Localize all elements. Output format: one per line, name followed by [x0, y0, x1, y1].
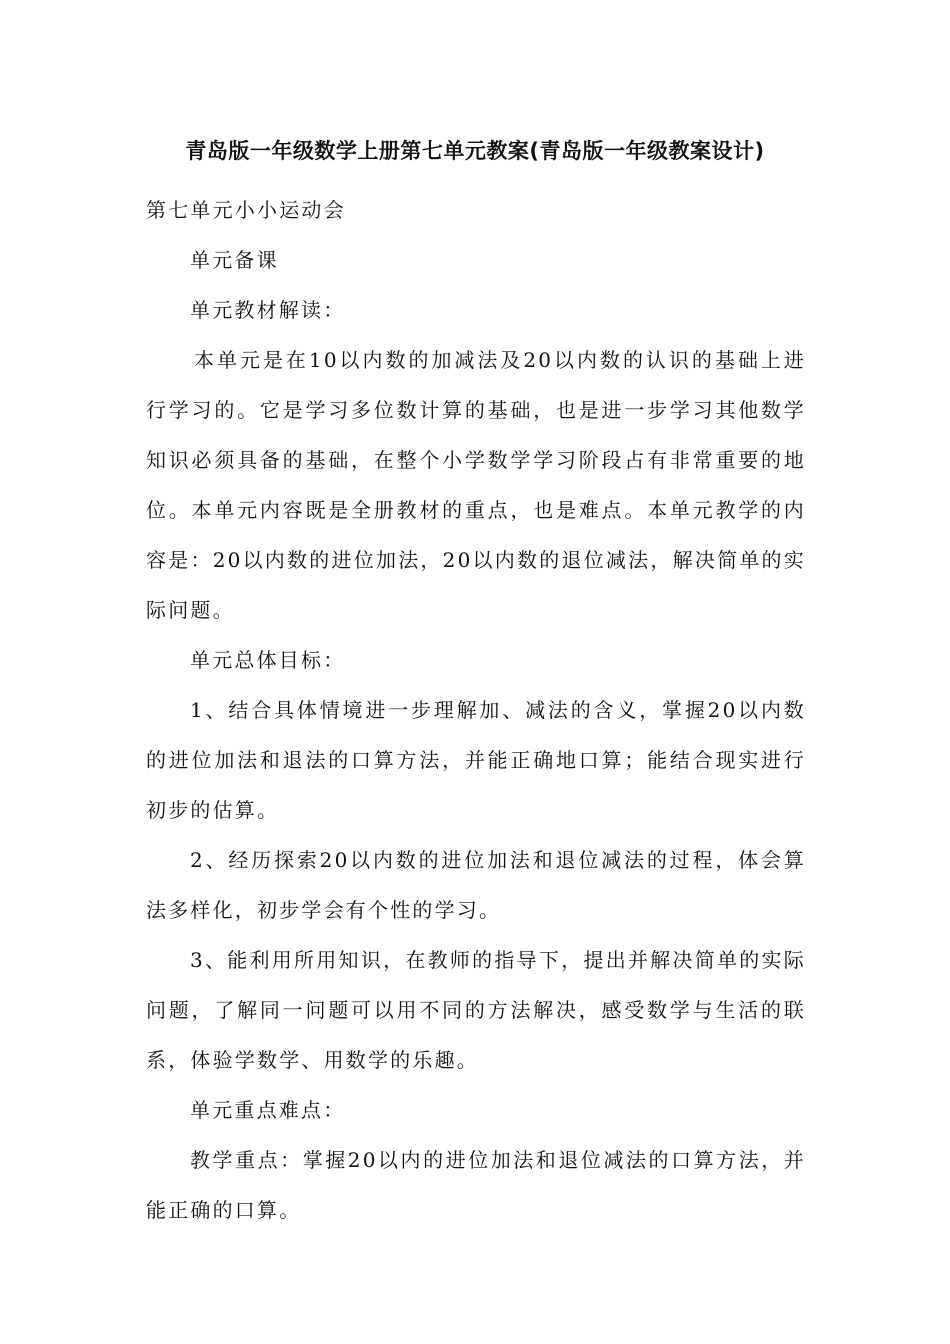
- section-heading-overall-goals: 单元总体目标：: [190, 648, 346, 672]
- section-heading-material-reading: 单元教材解读：: [190, 298, 346, 322]
- paragraph-teaching-focus: 教学重点：掌握20以内的进位加法和退位减法的口算方法，并能正确的口算。: [146, 1148, 806, 1222]
- paragraph-material-reading: 本单元是在10以内数的加减法及20以内数的认识的基础上进行学习的。它是学习多位数计算的基础，也是进一步学习其他数学知识必须具备的基础，在整个小学数学学习阶段占有非常重要的地位。本单元内容既是全册教材的重点，也是难点。本单元教学的内容是：20以内数的进位加法，20以内数的退位减法，解决简单的实际问题。: [146, 348, 806, 622]
- section-heading-unit-prep: 单元备课: [190, 248, 279, 272]
- goal-item-3: 3、能利用所用知识，在教师的指导下，提出并解决简单的实际问题，了解同一问题可以用不同的方法解决，感受数学与生活的联系，体验学数学、用数学的乐趣。: [146, 948, 806, 1072]
- unit-heading: 第七单元小小运动会: [146, 198, 346, 222]
- document-body: [146, 185, 806, 1235]
- section-heading-key-points: 单元重点难点：: [190, 1098, 346, 1122]
- goal-item-2: 2、经历探索20以内数的进位加法和退位减法的过程，体会算法多样化，初步学会有个性的学习。: [146, 848, 806, 922]
- goal-item-1: 1、结合具体情境进一步理解加、减法的含义，掌握20以内数的进位加法和退法的口算方法，并能正确地口算；能结合现实进行初步的估算。: [146, 698, 806, 822]
- document-title: 青岛版一年级数学上册第七单元教案(青岛版一年级教案设计): [185, 139, 765, 163]
